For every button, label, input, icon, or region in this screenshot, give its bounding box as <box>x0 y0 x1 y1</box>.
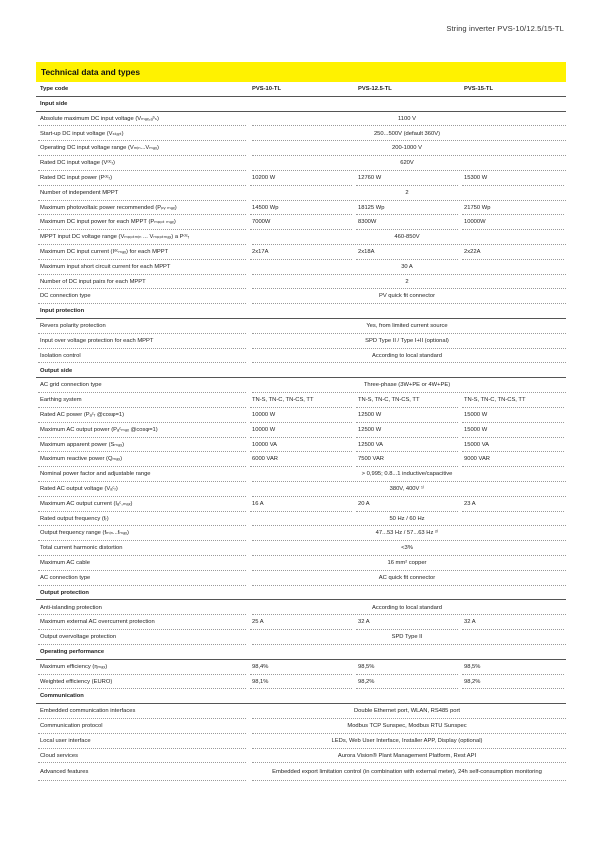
row-value-all-models: According to local standard <box>248 600 566 615</box>
column-header-row <box>36 82 566 97</box>
row-value-all-models: 1100 V <box>248 112 566 127</box>
row-label: Maximum reactive power (Qₘₐₓ) <box>36 452 248 467</box>
row-value-pvs-10: 25 A <box>248 615 354 630</box>
row-value-all-models: 200-1000 V <box>248 141 566 156</box>
table-row <box>36 171 566 186</box>
row-value-pvs-15: 98,2% <box>460 675 566 690</box>
row-label: MPPT input DC voltage range (Vₘₚₚₜₘᵢₙ ... Vₘₚₚₜₘₐₓ) a Pᵈᶜᵣ <box>36 230 248 245</box>
section-header-row <box>36 97 566 112</box>
row-label: Maximum AC output power (Pₐᶜₘₐₓ @cosφ=1) <box>36 423 248 438</box>
table-row <box>36 126 566 141</box>
row-label: AC grid connection type <box>36 378 248 393</box>
row-value-pvs-15: 10000W <box>460 215 566 230</box>
row-label: Maximum DC input current (Iᵈᶜₘₐₓ) for each MPPT <box>36 245 248 260</box>
row-label: Weighted efficiency (EURO) <box>36 675 248 690</box>
row-value-pvs-12-5: 98,5% <box>354 660 460 675</box>
row-label: Rated AC power (Pₐᶜᵣ @cosφ=1) <box>36 408 248 423</box>
table-row <box>36 526 566 541</box>
column-header-type-code: Type code <box>36 82 248 97</box>
row-value-pvs-15: 15000 VA <box>460 438 566 453</box>
row-label: Maximum input short circuit current for each MPPT <box>36 260 248 275</box>
table-row <box>36 749 566 764</box>
row-value-all-models: 620V <box>248 156 566 171</box>
table-row <box>36 467 566 482</box>
table-row <box>36 541 566 556</box>
row-value-pvs-12-5: 8300W <box>354 215 460 230</box>
row-value-pvs-12-5: 98,2% <box>354 675 460 690</box>
row-label: Maximum photovoltaic power recommended (Pₚᵥ ₘₐₓ) <box>36 201 248 216</box>
table-row <box>36 215 566 230</box>
section-title: Communication <box>36 689 566 704</box>
row-value-all-models: Aurora Vision® Plant Management Platform, Rest API <box>248 749 566 764</box>
row-label: Anti-islanding protection <box>36 600 248 615</box>
row-label: Rated DC input voltage (Vᵈᶜᵣ) <box>36 156 248 171</box>
table-row <box>36 423 566 438</box>
table-row <box>36 704 566 719</box>
table-row <box>36 289 566 304</box>
row-label: Revers polarity protection <box>36 319 248 334</box>
row-value-pvs-15: 15300 W <box>460 171 566 186</box>
row-label: Cloud services <box>36 749 248 764</box>
row-value-pvs-15: 15000 W <box>460 408 566 423</box>
row-label: Advanced features <box>36 763 248 781</box>
row-value-pvs-15: 21750 Wp <box>460 201 566 216</box>
row-value-all-models: 2 <box>248 275 566 290</box>
row-label: Total current harmonic distortion <box>36 541 248 556</box>
table-row <box>36 112 566 127</box>
row-value-pvs-15: 9000 VAR <box>460 452 566 467</box>
row-value-pvs-10: 16 A <box>248 497 354 512</box>
row-value-pvs-15: 2x22A <box>460 245 566 260</box>
column-header-pvs-12-5: PVS-12.5-TL <box>354 82 460 97</box>
row-label: Communication protocol <box>36 719 248 734</box>
row-value-all-models: 460-850V <box>248 230 566 245</box>
table-row <box>36 186 566 201</box>
table-row <box>36 156 566 171</box>
column-header-pvs-10: PVS-10-TL <box>248 82 354 97</box>
row-value-pvs-15: TN-S, TN-C, TN-CS, TT <box>460 393 566 408</box>
section-banner: Technical data and types <box>36 62 566 82</box>
document-header: String inverter PVS-10/12.5/15-TL <box>446 24 564 33</box>
section-title: Output side <box>36 363 566 378</box>
table-row <box>36 245 566 260</box>
row-label: Operating DC input voltage range (Vₘᵢₙ...Vₘₐₓ) <box>36 141 248 156</box>
row-value-pvs-10: 2x17A <box>248 245 354 260</box>
row-value-pvs-15: 23 A <box>460 497 566 512</box>
section-header-row <box>36 689 566 704</box>
row-value-pvs-10: 10000 VA <box>248 438 354 453</box>
row-value-all-models: Double Ethernet port, WLAN, RS485 port <box>248 704 566 719</box>
table-row <box>36 438 566 453</box>
row-value-pvs-12-5: 18125 Wp <box>354 201 460 216</box>
row-value-pvs-10: 10000 W <box>248 423 354 438</box>
section-header-row <box>36 304 566 319</box>
row-label: Rated output frequency (fᵣ) <box>36 512 248 527</box>
row-label: Maximum AC output current (Iₐᶜ,ₘₐₓ) <box>36 497 248 512</box>
row-label: Maximum efficiency (ηₘₐₓ) <box>36 660 248 675</box>
table-row <box>36 482 566 497</box>
section-title: Input protection <box>36 304 566 319</box>
row-label: Isolation control <box>36 349 248 364</box>
row-label: Rated DC input power (Pᵈᶜᵣ) <box>36 171 248 186</box>
row-label: Number of DC input pairs for each MPPT <box>36 275 248 290</box>
row-value-pvs-12-5: 12500 W <box>354 423 460 438</box>
table-row <box>36 497 566 512</box>
row-value-pvs-15: 15000 W <box>460 423 566 438</box>
row-label: Maximum AC cable <box>36 556 248 571</box>
row-value-pvs-10: 14500 Wp <box>248 201 354 216</box>
section-header-row <box>36 645 566 660</box>
table-row <box>36 734 566 749</box>
table-row <box>36 230 566 245</box>
row-label: AC connection type <box>36 571 248 586</box>
table-row <box>36 408 566 423</box>
table-row <box>36 452 566 467</box>
table-row <box>36 675 566 690</box>
row-label: Earthing system <box>36 393 248 408</box>
row-value-all-models: LEDs, Web User Interface, Installer APP, Display (optional) <box>248 734 566 749</box>
table-row <box>36 763 566 781</box>
spec-sheet <box>36 62 566 781</box>
row-value-all-models: According to local standard <box>248 349 566 364</box>
section-header-row <box>36 586 566 601</box>
row-value-all-models: 380V, 400V ¹⁾ <box>248 482 566 497</box>
row-label: DC connection type <box>36 289 248 304</box>
row-value-pvs-12-5: 32 A <box>354 615 460 630</box>
row-value-all-models: Three-phase (3W+PE or 4W+PE) <box>248 378 566 393</box>
row-value-all-models: 50 Hz / 60 Hz <box>248 512 566 527</box>
row-value-pvs-15: 98,5% <box>460 660 566 675</box>
row-value-pvs-15: 32 A <box>460 615 566 630</box>
row-value-pvs-12-5: 2x18A <box>354 245 460 260</box>
row-value-all-models: AC quick fit connector <box>248 571 566 586</box>
section-title: Input side <box>36 97 566 112</box>
table-row <box>36 571 566 586</box>
table-row <box>36 660 566 675</box>
row-value-pvs-10: 10200 W <box>248 171 354 186</box>
row-value-pvs-12-5: 12760 W <box>354 171 460 186</box>
row-label: Absolute maximum DC input voltage (Vₘₐₓ,ₐᵇₛ) <box>36 112 248 127</box>
table-row <box>36 600 566 615</box>
row-value-all-models: Modbus TCP Sunspec, Modbus RTU Sunspec <box>248 719 566 734</box>
section-title: Output protection <box>36 586 566 601</box>
row-value-all-models: > 0,995; 0.8...1 inductive/capacitive <box>248 467 566 482</box>
table-row <box>36 275 566 290</box>
row-value-all-models: 2 <box>248 186 566 201</box>
row-label: Output frequency range (fₘᵢₙ...fₘₐₓ) <box>36 526 248 541</box>
row-value-pvs-12-5: 12500 W <box>354 408 460 423</box>
row-value-all-models: Embedded export limitation control (in combination with external meter), 24h self-consumption monitoring <box>248 763 566 781</box>
row-value-all-models: 250...500V (default 360V) <box>248 126 566 141</box>
row-value-pvs-12-5: TN-S, TN-C, TN-CS, TT <box>354 393 460 408</box>
row-value-pvs-10: 98,4% <box>248 660 354 675</box>
row-label: Local user interface <box>36 734 248 749</box>
table-row <box>36 512 566 527</box>
row-value-pvs-10: 98,1% <box>248 675 354 690</box>
row-value-all-models: 16 mm² copper <box>248 556 566 571</box>
table-body <box>36 82 566 781</box>
table-row <box>36 556 566 571</box>
table-row <box>36 319 566 334</box>
row-label: Output overvoltage protection <box>36 630 248 645</box>
row-value-all-models: <3% <box>248 541 566 556</box>
row-label: Embedded communication interfaces <box>36 704 248 719</box>
row-value-all-models: SPD Type II <box>248 630 566 645</box>
row-value-pvs-10: 10000 W <box>248 408 354 423</box>
technical-data-table <box>36 82 566 781</box>
row-label: Input over voltage protection for each MPPT <box>36 334 248 349</box>
row-label: Maximum external AC overcurrent protection <box>36 615 248 630</box>
row-value-pvs-12-5: 20 A <box>354 497 460 512</box>
row-label: Maximum DC input power for each MPPT (Pₘₚₚₜ ₘₐₓ) <box>36 215 248 230</box>
table-row <box>36 630 566 645</box>
row-value-pvs-12-5: 12500 VA <box>354 438 460 453</box>
row-value-pvs-10: TN-S, TN-C, TN-CS, TT <box>248 393 354 408</box>
row-value-pvs-10: 7000W <box>248 215 354 230</box>
row-label: Start-up DC input voltage (Vₛₜₐᵣₜ) <box>36 126 248 141</box>
row-value-all-models: SPD Type II / Type I+II (optional) <box>248 334 566 349</box>
section-header-row <box>36 363 566 378</box>
table-row <box>36 393 566 408</box>
column-header-pvs-15: PVS-15-TL <box>460 82 566 97</box>
section-title: Operating performance <box>36 645 566 660</box>
table-row <box>36 201 566 216</box>
row-value-pvs-10: 6000 VAR <box>248 452 354 467</box>
row-value-pvs-12-5: 7500 VAR <box>354 452 460 467</box>
table-row <box>36 615 566 630</box>
row-label: Maximum apparent power (Sₘₐₓ) <box>36 438 248 453</box>
table-row <box>36 349 566 364</box>
row-label: Number of independent MPPT <box>36 186 248 201</box>
row-value-all-models: 30 A <box>248 260 566 275</box>
row-value-all-models: Yes, from limited current source <box>248 319 566 334</box>
row-label: Nominal power factor and adjustable range <box>36 467 248 482</box>
table-row <box>36 260 566 275</box>
row-value-all-models: PV quick fit connector <box>248 289 566 304</box>
table-row <box>36 334 566 349</box>
table-row <box>36 719 566 734</box>
row-label: Rated AC output voltage (Vₐᶜᵣ) <box>36 482 248 497</box>
table-row <box>36 378 566 393</box>
table-row <box>36 141 566 156</box>
row-value-all-models: 47...53 Hz / 57...63 Hz ²⁾ <box>248 526 566 541</box>
